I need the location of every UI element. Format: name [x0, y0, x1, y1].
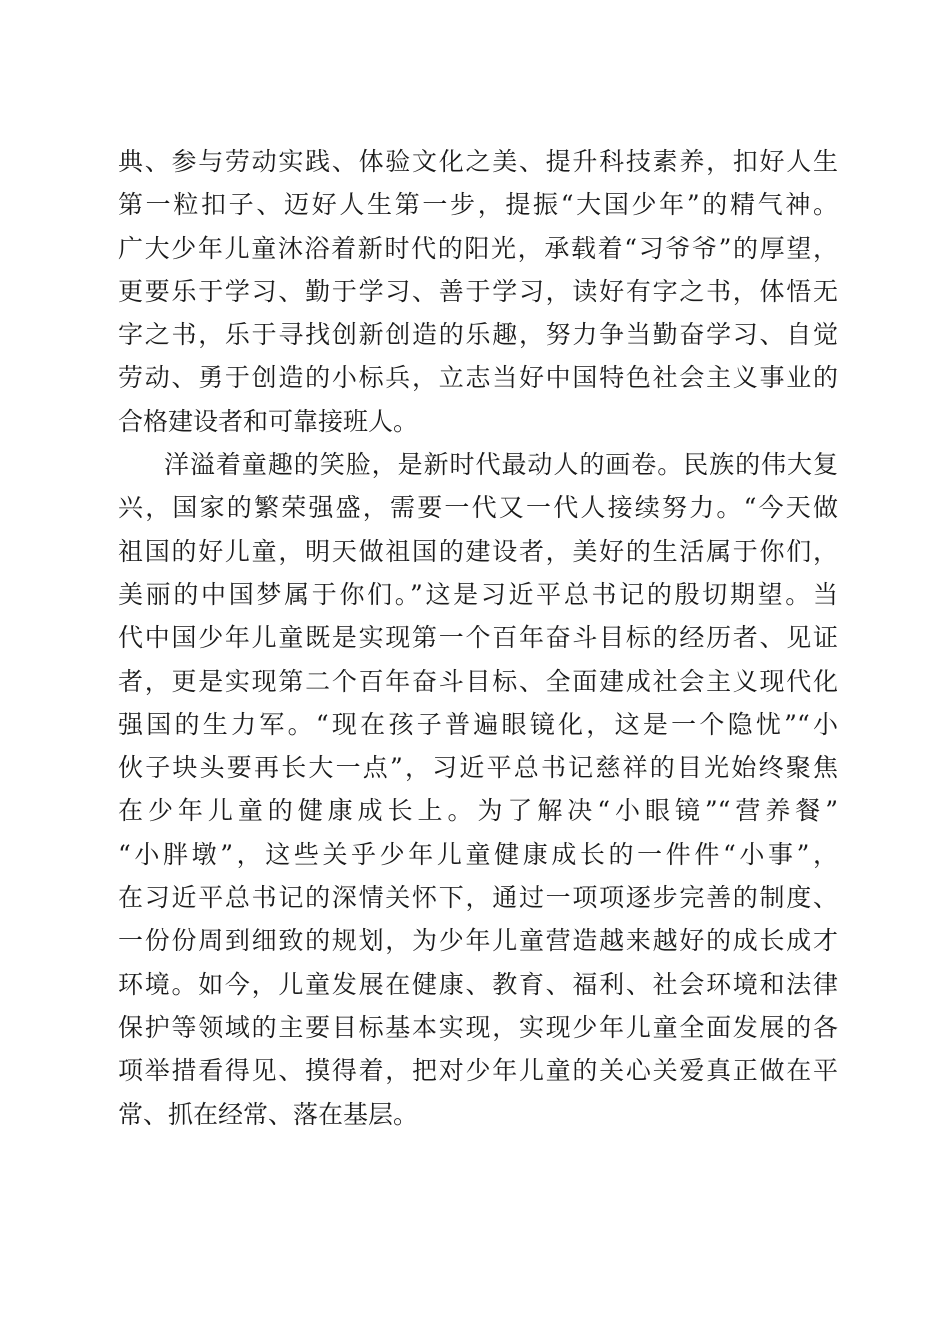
text-line: 环境。如今，儿童发展在健康、教育、福利、社会环境和法律 — [118, 969, 838, 999]
text-line: 强国的生力军。“现在孩子普遍眼镜化，这是一个隐忧”“小 — [118, 709, 838, 739]
text-line: 字之书，乐于寻找创新创造的乐趣，努力争当勤奋学习、自觉 — [118, 320, 838, 350]
text-line: 者，更是实现第二个百年奋斗目标、全面建成社会主义现代化 — [118, 666, 838, 696]
text-line: 常、抓在经常、落在基层。 — [118, 1099, 419, 1129]
text-line: “小胖墩”，这些关乎少年儿童健康成长的一件件“小事”， — [118, 839, 838, 869]
text-line: 美丽的中国梦属于你们。”这是习近平总书记的殷切期望。当 — [118, 579, 838, 609]
text-line: 第一粒扣子、迈好人生第一步，提振“大国少年”的精气神。 — [118, 190, 838, 220]
text-line: 在习近平总书记的深情关怀下，通过一项项逐步完善的制度、 — [118, 883, 838, 913]
body-text — [118, 140, 838, 1136]
text-line: 代中国少年儿童既是实现第一个百年奋斗目标的经历者、见证 — [118, 623, 838, 653]
text-line: 典、参与劳动实践、体验文化之美、提升科技素养，扣好人生 — [118, 147, 838, 176]
text-line: 合格建设者和可靠接班人。 — [118, 406, 419, 436]
text-line: 洋溢着童趣的笑脸，是新时代最动人的画卷。民族的伟大复 — [164, 450, 838, 480]
text-line: 在少年儿童的健康成长上。为了解决“小眼镜”“营养餐” — [118, 796, 838, 826]
text-line: 项举措看得见、摸得着，把对少年儿童的关心关爱真正做在平 — [118, 1056, 838, 1086]
text-line: 广大少年儿童沐浴着新时代的阳光，承载着“习爷爷”的厚望， — [118, 233, 838, 263]
paragraph-2 — [118, 443, 838, 1136]
text-line: 保护等领域的主要目标基本实现，实现少年儿童全面发展的各 — [118, 1012, 838, 1042]
text-line: 兴，国家的繁荣强盛，需要一代又一代人接续努力。“今天做 — [118, 493, 838, 523]
text-line: 劳动、勇于创造的小标兵，立志当好中国特色社会主义事业的 — [118, 363, 838, 393]
paragraph-1 — [118, 140, 838, 443]
text-line: 更要乐于学习、勤于学习、善于学习，读好有字之书，体悟无 — [118, 276, 838, 306]
text-line: 一份份周到细致的规划，为少年儿童营造越来越好的成长成才 — [118, 926, 838, 956]
text-line: 伙子块头要再长大一点”，习近平总书记慈祥的目光始终聚焦 — [118, 753, 838, 783]
text-line: 祖国的好儿童，明天做祖国的建设者，美好的生活属于你们， — [118, 536, 838, 566]
